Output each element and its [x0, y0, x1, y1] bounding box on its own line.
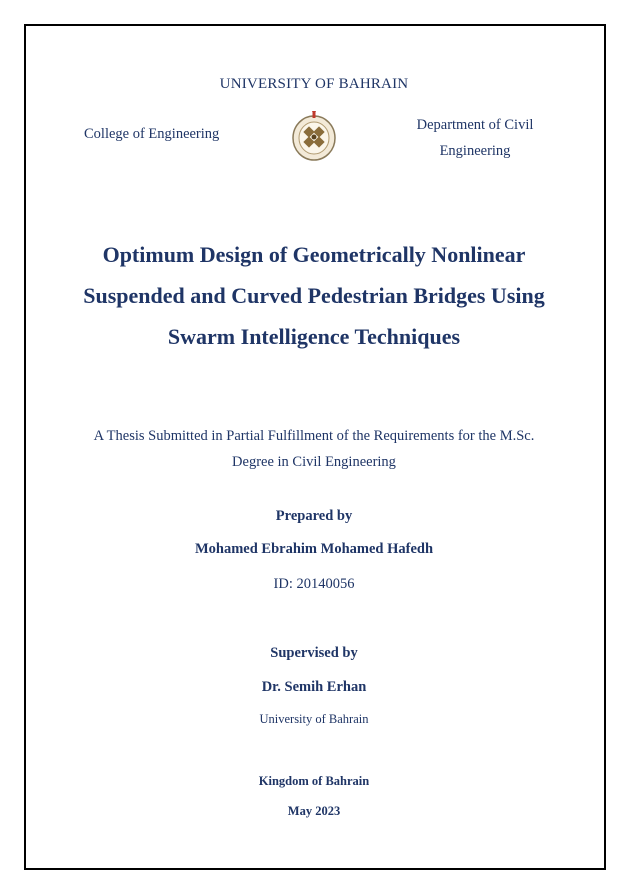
supervisor-affiliation: University of Bahrain [259, 712, 369, 726]
college-name: College of Engineering [84, 126, 220, 142]
title-line-2: Suspended and Curved Pedestrian Bridges Using [83, 283, 545, 308]
thesis-statement-line-1: A Thesis Submitted in Partial Fulfillment of the Requirements for the M.Sc. [93, 428, 535, 444]
university-name: UNIVERSITY OF BAHRAIN [219, 76, 409, 92]
supervised-by-label: Supervised by [270, 645, 358, 661]
country: Kingdom of Bahrain [258, 774, 370, 788]
author-name: Mohamed Ebrahim Mohamed Hafedh [194, 541, 434, 557]
department-name [408, 112, 542, 164]
thesis-statement [0, 423, 628, 475]
title-line-1: Optimum Design of Geometrically Nonlinear [102, 242, 526, 267]
university-seal-icon [290, 110, 338, 162]
thesis-title [0, 234, 628, 357]
supervisor-name: Dr. Semih Erhan [261, 679, 367, 695]
title-line-3: Swarm Intelligence Techniques [167, 324, 461, 349]
prepared-by-label: Prepared by [275, 508, 353, 524]
department-line-2: Engineering [439, 143, 511, 159]
department-line-1: Department of Civil [416, 117, 534, 133]
thesis-statement-line-2: Degree in Civil Engineering [232, 454, 396, 470]
student-id: ID: 20140056 [273, 576, 355, 592]
submission-date: May 2023 [287, 804, 341, 818]
